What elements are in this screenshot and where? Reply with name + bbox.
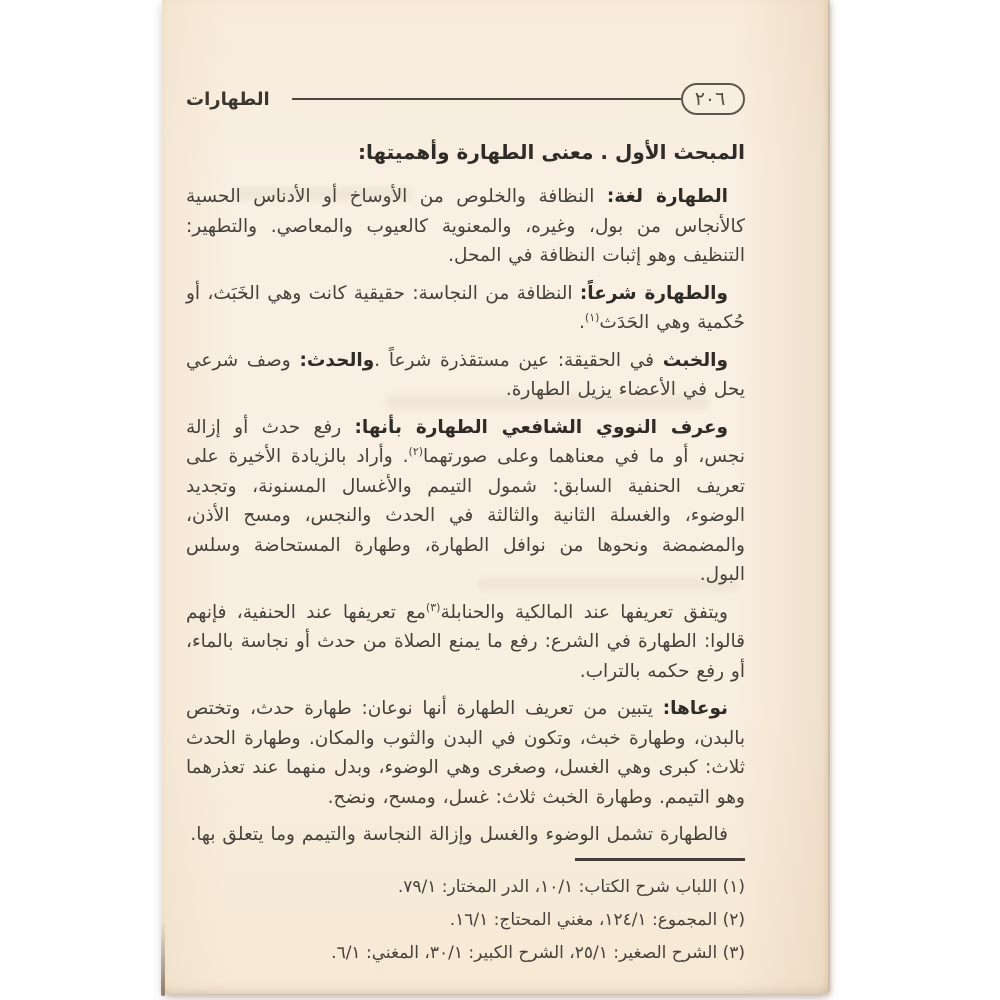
paragraph-definition-legal <box>186 279 745 338</box>
paragraph-lead: الطهارة لغة: <box>606 186 728 207</box>
paragraph-text: فالطهارة تشمل الوضوء والغسل وإزالة النجاسة والتيمم وما يتعلق بها. <box>190 824 728 845</box>
paragraph-lead: نوعاها: <box>662 698 728 719</box>
footnote-3: (٣) الشرح الصغير: ٢٥/١، الشرح الكبير: ٣٠/١، المغني: ٦/١. <box>331 942 745 963</box>
page-number-box <box>681 83 745 115</box>
paragraph-lead: وعرف النووي الشافعي الطهارة بأنها: <box>354 416 728 438</box>
page-number: ٢٠٦ <box>694 88 726 110</box>
footnote-ref-2: (٢) <box>408 445 424 458</box>
paragraph-khabath-hadath <box>186 346 745 405</box>
running-title: الطهارات <box>186 88 270 110</box>
paragraph-nawawi-definition <box>186 413 745 590</box>
paragraph-text: . <box>579 312 585 333</box>
header-rule <box>292 98 681 100</box>
paragraph-lead: والطهارة شرعاً: <box>579 282 728 304</box>
paragraph-maliki-hanbali <box>186 598 745 687</box>
paragraph-text: رفع حدث أو إزالة نجس، أو ما في معناهما وعلى صورتهما <box>186 416 745 467</box>
paragraph-types <box>186 694 745 812</box>
paragraph-definition-linguistic <box>186 182 745 271</box>
page-edge-shadow <box>161 921 165 996</box>
paragraph-lead: والخبث <box>662 349 728 371</box>
paragraph-text: مع تعريفها عند الحنفية، فإنهم قالوا: الطهارة في الشرع: رفع ما يمنع الصلاة من حدث أو نجاسة بالماء، أو رفع حكمه بالتراب. <box>186 601 745 682</box>
footnote-separator <box>575 858 745 861</box>
book-page <box>162 0 828 994</box>
paragraph-text: ويتفق تعريفها عند المالكية والحنابلة <box>440 601 728 623</box>
section-heading: المبحث الأول . معنى الطهارة وأهميتها: <box>357 140 745 164</box>
page-content <box>162 137 828 970</box>
footnotes <box>186 871 745 970</box>
paragraph-text: النظافة من النجاسة: حقيقية كانت وهي الخَبَث، أو حُكمية وهي الحَدَث <box>186 282 745 333</box>
paragraph-summary <box>186 820 745 850</box>
footnote-ref-3: (٣) <box>425 600 441 614</box>
paragraph-lead: والحدث: <box>299 349 375 371</box>
paragraph-text: يتبين من تعريف الطهارة أنها نوعان: طهارة حدث، وتختص بالبدن، وطهارة خبث، وتكون في البدن والثوب والمكان. وطهارة الحدث ثلاث: كبرى وهي الغسل، وصغرى وهي الوضوء، وبدل منهما عند تعذرهما وهو التيمم. وطهارة الخبث ثلاث: غسل، ومسح، ونضح. <box>186 698 745 808</box>
paragraph-text: في الحقيقة: عين مستقذرة شرعاً . <box>374 349 663 371</box>
footnote-2: (٢) المجموع: ١٢٤/١، مغني المحتاج: ١٦/١. <box>449 909 745 930</box>
page-header <box>186 82 745 116</box>
paragraph-text: . وأراد بالزيادة الأخيرة على تعريف الحنفية السابق: شمول التيمم والأغسال المسنونة، وتجديد الوضوء، والغسلة الثانية والثالثة في الحدث والنجس، ومسح الأذن، والمضمضة ونحوها من نوافل الطهارة، وطهارة المستحاضة وسلس البول. <box>186 446 745 585</box>
footnote-ref-1: (١) <box>584 311 600 324</box>
paragraph-text: النظافة والخلوص من الأوساخ أو الأدناس الحسية كالأنجاس من بول، وغيره، والمعنوية كالعيوب والمعاصي. والتطهير: التنظيف وهو إثبات النظافة في المحل. <box>186 186 745 266</box>
paragraph-text: وصف شرعي يحل في الأعضاء يزيل الطهارة. <box>186 349 745 400</box>
footnote-1: (١) اللباب شرح الكتاب: ١٠/١، الدر المختار: ٧٩/١. <box>397 876 745 897</box>
